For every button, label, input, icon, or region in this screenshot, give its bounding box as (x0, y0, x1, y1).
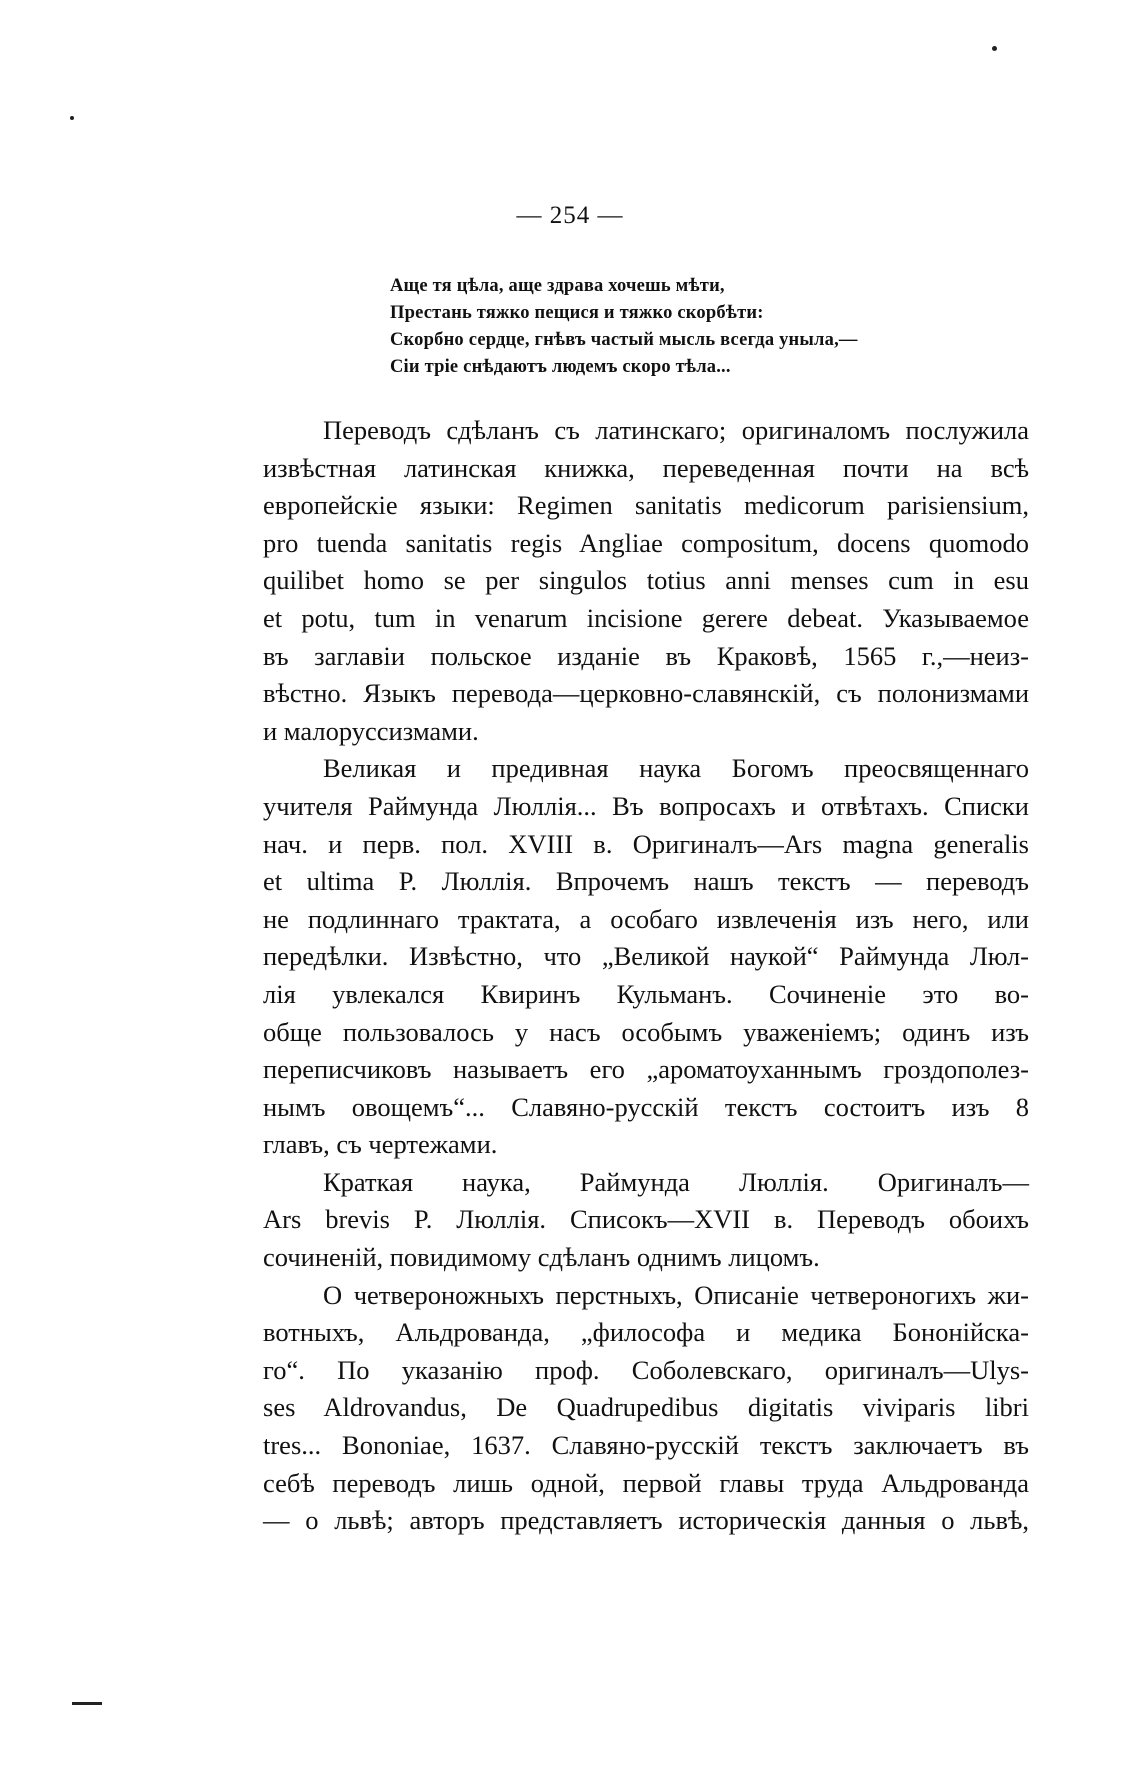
text-line: передѣлки. Извѣстно, что „Великой наукой“ Раймунда Люл- (263, 941, 1029, 972)
verse-line: Аще тя цѣла, аще здрава хочешь мѣти, (390, 276, 725, 296)
text-line: quilibet homo se per singulos totius anni menses cum in esu (263, 565, 1029, 596)
text-line: Краткая наука, Раймунда Люллiя. Оригиналъ— (323, 1166, 1029, 1197)
text-line: европейскiе языки: Regimen sanitatis medicorum parisiensium, (263, 490, 1029, 521)
text-line: въ заглавiи польское изданiе въ Краковѣ, 1565 г.,—неиз- (263, 640, 1029, 671)
paragraph-aldrovandus (263, 1277, 1029, 1540)
text-line: себѣ переводъ лишь одной, первой главы труда Альдрованда (263, 1467, 1029, 1498)
text-line: переписчиковъ называетъ его „ароматоуханнымъ гроздополез- (263, 1054, 1029, 1085)
text-line: Великая и предивная наука Богомъ преосвященнаго (323, 753, 1029, 784)
text-line: обще пользовалось у насъ особымъ уваженiемъ; одинъ изъ (263, 1016, 1029, 1047)
text-line: ses Aldrovandus, De Quadrupedibus digitatis viviparis libri (263, 1392, 1029, 1423)
text-line: и малоруссизмами. (263, 715, 479, 746)
text-line: О четвероножныхъ перстныхъ, Описанiе четвероногихъ жи- (323, 1279, 1029, 1310)
text-line: го“. По указанiю проф. Соболевскаго, оригиналъ—Ulys- (263, 1354, 1029, 1385)
text-line: нымъ овощемъ“... Славяно-русскiй текстъ состоитъ изъ 8 (263, 1091, 1029, 1122)
text-line: Ars brevis P. Люллiя. Списокъ—XVII в. Переводъ обоихъ (263, 1204, 1029, 1235)
scan-dash (72, 1702, 102, 1705)
scan-speck (992, 46, 997, 51)
body-text (263, 412, 1029, 1540)
text-line: сочиненiй, повидимому сдѣланъ однимъ лицомъ. (263, 1242, 820, 1273)
text-line: pro tuenda sanitatis regis Angliae compositum, docens quomodo (263, 527, 1029, 558)
text-line: et potu, tum in venarum incisione gerere debeat. Указываемое (263, 602, 1029, 633)
paragraph-lullius-brief-art (263, 1164, 1029, 1277)
text-line: извѣстная латинская книжка, переведенная почти на всѣ (263, 452, 1029, 483)
text-line: вотныхъ, Альдрованда, „философа и медика Бононiйска- (263, 1317, 1029, 1348)
verse-line: Престань тяжко пещися и тяжко скорбѣти: (390, 303, 764, 323)
text-line: et ultima P. Люллiя. Впрочемъ нашъ текстъ — переводъ (263, 866, 1029, 897)
text-line: — о львѣ; авторъ представляетъ историческiя данныя о львѣ, (263, 1505, 1029, 1536)
page-number: — 254 — (516, 202, 624, 229)
text-line: учителя Раймунда Люллiя... Въ вопросахъ и отвѣтахъ. Списки (263, 790, 1029, 821)
text-line: главъ, съ чертежами. (263, 1129, 498, 1160)
scan-speck (70, 116, 74, 120)
text-line: не подлиннаго трактата, а особаго извлеченiя изъ него, или (263, 903, 1029, 934)
paragraph-lullius-great-art (263, 750, 1029, 1164)
text-line: tres... Bononiae, 1637. Славяно-русскiй текстъ заключаетъ въ (263, 1430, 1029, 1461)
text-line: лiя увлекался Квиринъ Кульманъ. Сочиненiе это во- (263, 978, 1029, 1009)
verse-line: Сiи трiе снѣдаютъ людемъ скоро тѣла... (390, 357, 731, 377)
text-line: вѣстно. Языкъ перевода—церковно-славянскiй, съ полонизмами (263, 678, 1029, 709)
verse-quote (390, 273, 950, 381)
paragraph-translation-note (263, 412, 1029, 750)
text-line: нач. и перв. пол. XVIII в. Оригиналъ—Ars magna generalis (263, 828, 1029, 859)
verse-line: Скорбно сердце, гнѣвъ частый мысль всегда уныла,— (390, 330, 858, 350)
text-line: Переводъ сдѣланъ съ латинскаго; оригиналомъ послужила (323, 415, 1029, 445)
